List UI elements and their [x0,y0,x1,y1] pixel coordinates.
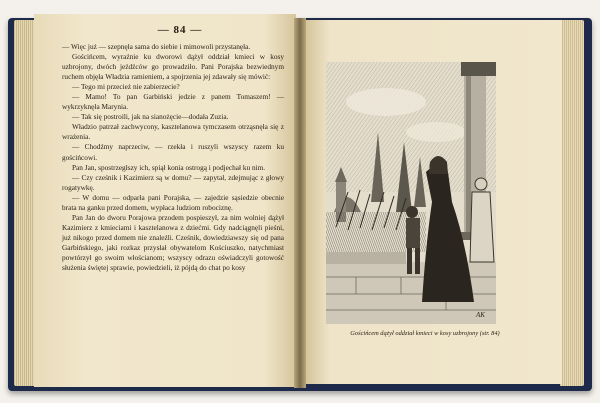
illustration-caption: Gościńcem dążył oddział kmieci w kosy uzbrojony (str. 84) [350,330,500,337]
page-number: — 84 — [157,24,203,36]
illustration-signature: AK [476,311,485,319]
paragraph: Pan Jan, spostrzegłszy ich, spiął konia ostrogą i podjechał ku nim. [72,162,266,172]
paragraph: — Chodźmy naprzeciw, — rzekła i ruszyli wszyscy razem ku gościńcowi. [62,142,284,162]
book-gutter [294,18,306,388]
page-edges-right [560,20,584,386]
engraving-illustration-icon [326,62,496,324]
paragraph: — Mamo! To pan Garbiński jedzie z panem Tomaszem! — wykrzyknęła Marynia. [62,92,284,112]
page-edges-left [14,20,36,386]
paragraph: Pan Jan do dworu Porajowa przodem pospieszył, za nim wolniej dążył Kazimierz z kmieciami i kasztelanowa z dziećmi. Gdy nadciągnęli pieśni, już nikogo przed domem nie znaleźli. Cześnik, dowiedziawszy się od pana Garbińskiego, jaki rozkaz przysłał obywatelom Kościuszko, natychmiast powtórzył go swoim włościanom; wszyscy odrazu oświadczyli gotowość służenia świętej sprawie, powiedzieli, iż pójdą do chat po kosy [62,212,284,273]
paragraph: Gościńcem, wyraźnie ku dworowi dążył oddział kmieci w kosy uzbrojony, dwóch jeźdźców go prowadziło. Pani Porajska bezwiednym ruchem objęła Władzia ramieniem, a spojrzenia jej zdawały się mówić: [62,52,284,82]
paragraph: Władzio patrzał zachwycony, kasztelanowa tymczasem otrząsnęła się z wrażenia. [62,122,284,142]
paragraph: — Tego mi przecież nie zabierzecie? [72,82,180,92]
body-text [62,42,284,273]
paragraph: — Więc już — szepnęła sama do siebie i mimowoli przystanęła. [62,42,251,51]
paragraph: — W domu — odparła pani Porajska, — zajedzie sąsiedzie obecnie brata na ganku przed domem, wypłaca ludziom robociznę. [62,192,284,212]
paragraph: — Tak się postroili, jak na sianożęcie—dodała Zuzia. [72,112,229,122]
paragraph: — Czy cześnik i Kazimierz są w domu? — zapytał, zdejmując z głowy rogatywkę. [62,172,284,192]
